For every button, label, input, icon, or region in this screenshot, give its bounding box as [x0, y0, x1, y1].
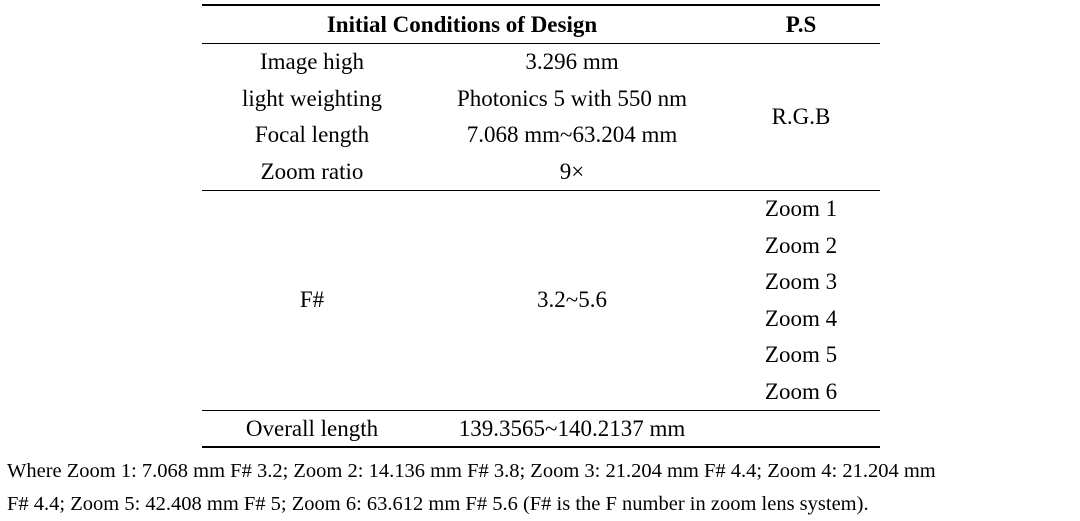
- table-row: [202, 411, 880, 448]
- zoom-cell: Zoom 1: [764, 196, 838, 221]
- value-cell: 9×: [422, 154, 722, 191]
- table-row: [202, 191, 880, 228]
- value-cell: Photonics 5 with 550 nm: [456, 85, 687, 111]
- value-cell: 139.3565~140.2137 mm: [422, 411, 722, 448]
- param-cell: Image high: [259, 49, 365, 74]
- zoom-cell: Zoom 4: [764, 305, 838, 331]
- zoom-cell: Zoom 6: [722, 374, 880, 411]
- fnumber-param-cell: F#: [202, 191, 422, 411]
- value-cell: 3.296 mm: [525, 49, 619, 74]
- empty-ps-cell: [722, 411, 880, 448]
- table-header-row: [202, 5, 880, 44]
- header-ps: P.S: [722, 5, 880, 44]
- fnumber-value-cell: 3.2~5.6: [422, 191, 722, 411]
- value-cell: 7.068 mm~63.204 mm: [466, 122, 678, 147]
- table-row: [202, 44, 880, 81]
- param-cell: Overall length: [202, 411, 422, 448]
- param-cell: light weighting: [242, 85, 382, 111]
- zoom-cell: Zoom 3: [764, 269, 838, 294]
- zoom-cell: Zoom 2: [764, 232, 838, 258]
- param-cell: Zoom ratio: [202, 154, 422, 191]
- design-conditions-table: [202, 4, 880, 448]
- design-conditions-table-container: [202, 4, 880, 448]
- footnote-line: F# 4.4; Zoom 5: 42.408 mm F# 5; Zoom 6: 63.612 mm F# 5.6 (F# is the F number in zoom lens system).: [7, 493, 869, 515]
- table-footnote: [7, 455, 1075, 521]
- zoom-cell: Zoom 5: [764, 342, 838, 367]
- param-cell: Focal length: [254, 122, 370, 147]
- ps-rgb-cell: R.G.B: [722, 44, 880, 191]
- footnote-line: Where Zoom 1: 7.068 mm F# 3.2; Zoom 2: 14.136 mm F# 3.8; Zoom 3: 21.204 mm F# 4.4; Zoom 4: 21.204 mm: [7, 460, 936, 482]
- header-initial-conditions: Initial Conditions of Design: [202, 5, 722, 44]
